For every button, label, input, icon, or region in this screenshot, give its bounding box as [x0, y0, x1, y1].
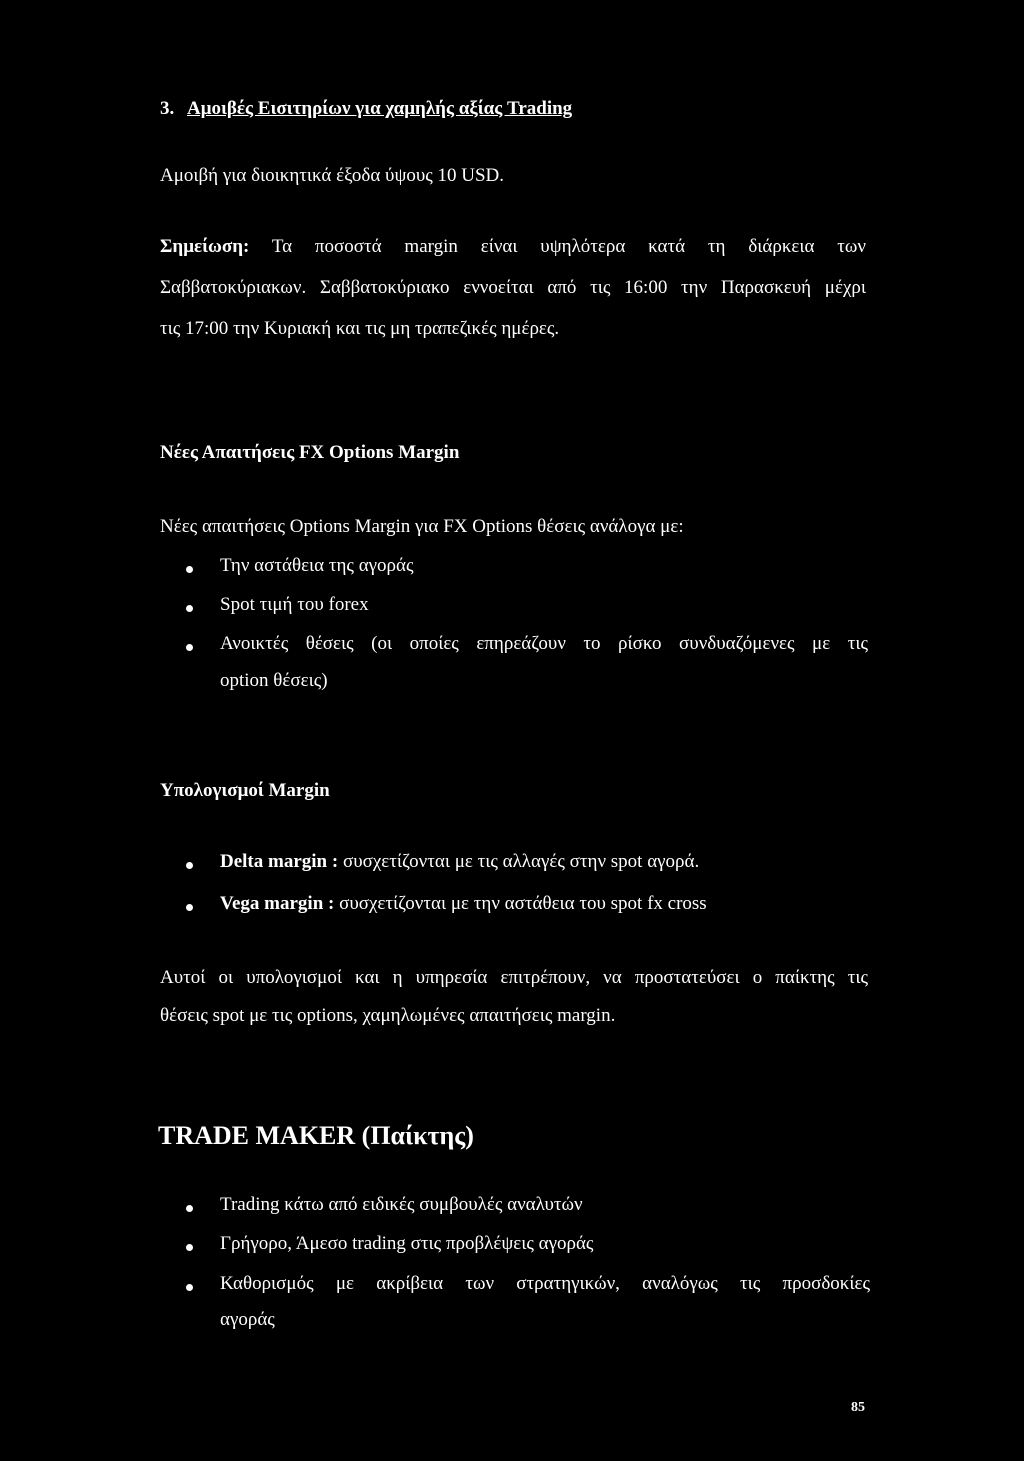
section-title: Αμοιβές Εισιτηρίων για χαμηλής αξίας Trading: [187, 98, 573, 119]
trade-bullet-3-cont: αγοράς: [220, 1309, 275, 1330]
note-line-3: τις 17:00 την Κυριακή και τις μη τραπεζικές ημέρες.: [160, 318, 560, 339]
margin-para-line-2: θέσεις spot με τις options, χαμηλωμένες απαιτήσεις margin.: [160, 1005, 616, 1026]
fx-options-intro: Νέες απαιτήσεις Options Margin για FX Options θέσεις ανάλογα με:: [160, 516, 684, 537]
delta-margin-desc: συσχετίζονται με τις αλλαγές στην spot αγορά.: [342, 851, 700, 872]
fx-bullet-2: Spot τιμή του forex: [220, 594, 369, 615]
fee-line: Αμοιβή για διοικητικά έξοδα ύψους 10 USD.: [160, 165, 505, 186]
page-number: 85: [851, 1400, 865, 1415]
bullet-dot: [186, 1205, 193, 1212]
bullet-dot: [186, 566, 193, 573]
section-number: 3.: [160, 98, 175, 119]
bullet-dot: [186, 904, 193, 911]
fx-options-heading: Νέες Απαιτήσεις FX Options Margin: [160, 442, 460, 463]
delta-margin-term: Delta margin :: [220, 851, 339, 872]
bullet-dot: [186, 644, 193, 651]
note-line-1-text: Τα ποσοστά margin είναι υψηλότερα κατά τη διάρκεια των: [271, 236, 866, 257]
bullet-dot: [186, 862, 193, 869]
fx-bullet-3: Ανοικτές θέσεις (οι οποίες επηρεάζουν το ρίσκο συνδυαζόμενες με τις: [220, 633, 868, 654]
delta-margin-item: [220, 851, 699, 873]
margin-para-line-1: Αυτοί οι υπολογισμοί και η υπηρεσία επιτρέπουν, να προστατεύσει ο παίκτης τις: [160, 967, 868, 988]
trade-bullet-3: Καθορισμός με ακρίβεια των στρατηγικών, αναλόγως τις προσδοκίες: [220, 1273, 870, 1294]
trade-maker-heading: TRADE MAKER (Παίκτης): [158, 1121, 474, 1150]
fx-bullet-1: Την αστάθεια της αγοράς: [220, 555, 414, 576]
bullet-dot: [186, 1284, 193, 1291]
vega-margin-item: [220, 893, 707, 915]
fx-bullet-3-cont: option θέσεις): [220, 670, 328, 691]
note-line-1: [160, 236, 866, 258]
bullet-dot: [186, 1244, 193, 1251]
trade-bullet-2: Γρήγορο, Άμεσο trading στις προβλέψεις αγοράς: [220, 1233, 594, 1254]
vega-margin-desc: συσχετίζονται με την αστάθεια του spot fx cross: [339, 893, 707, 914]
bullet-dot: [186, 605, 193, 612]
note-label: Σημείωση:: [160, 236, 250, 257]
note-line-2: Σαββατοκύριακων. Σαββατοκύριακο εννοείται από τις 16:00 την Παρασκευή μέχρι: [160, 277, 866, 298]
margin-calc-heading: Υπολογισμοί Margin: [160, 780, 330, 801]
trade-bullet-1: Trading κάτω από ειδικές συμβουλές αναλυτών: [220, 1194, 583, 1215]
vega-margin-term: Vega margin :: [220, 893, 335, 914]
